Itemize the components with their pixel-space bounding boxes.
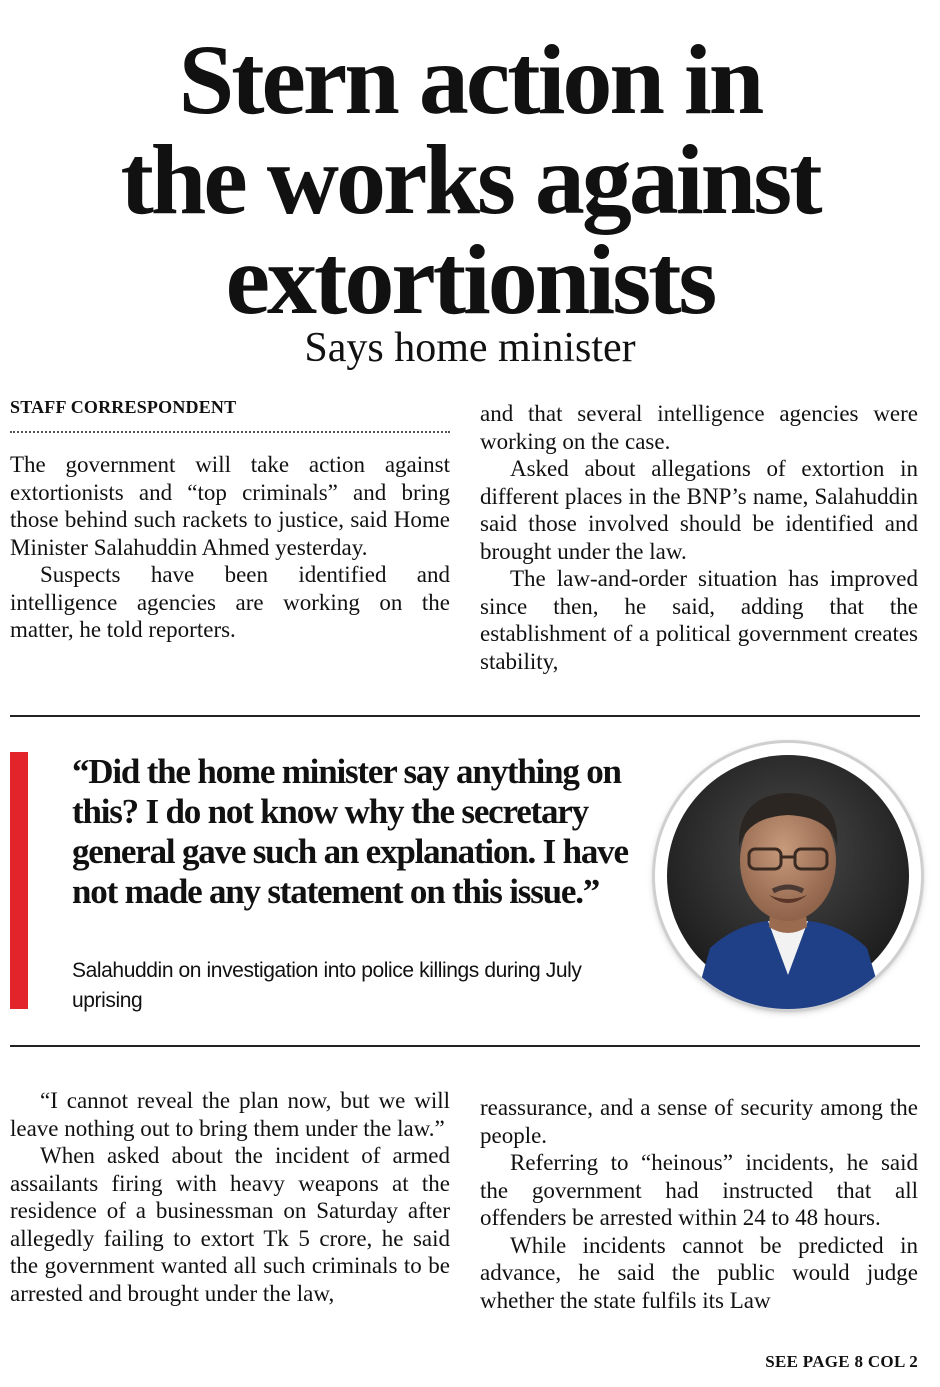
body-top-left-column — [10, 451, 450, 644]
deck-subheadline: Says home minister — [304, 325, 636, 371]
paragraph: Referring to “heinous” incidents, he said the government had instructed that all offenders be arrested within 24 to 48 hours. — [480, 1150, 918, 1230]
paragraph: and that several intelligence agencies were working on the case. — [480, 401, 918, 454]
body-bottom-left-column — [10, 1087, 450, 1307]
pull-quote-bottom-rule — [10, 1045, 920, 1047]
paragraph: “I cannot reveal the plan now, but we will leave nothing out to bring them under the law.” — [10, 1088, 450, 1141]
paragraph: reassurance, and a sense of security among the people. — [480, 1095, 918, 1148]
paragraph: The law-and-order situation has improved since then, he said, adding that the establishment of a political government creates stability, — [480, 566, 918, 674]
paragraph: When asked about the incident of armed assailants firing with heavy weapons at the residence of a businessman on Saturday after allegedly failing to extort Tk 5 crore, he said the government wanted all such criminals to be arrested and brought under the law, — [10, 1143, 450, 1306]
headline-line-1: Stern action in — [178, 24, 762, 135]
headline-line-2: the works against — [120, 124, 820, 235]
body-top-right-column — [480, 400, 918, 675]
body-bottom-right-column — [480, 1094, 918, 1314]
paragraph: Suspects have been identified and intelligence agencies are working on the matter, he told reporters. — [10, 562, 450, 642]
paragraph: The government will take action against extortionists and “top criminals” and bring those behind such rackets to justice, said Home Minister Salahuddin Ahmed yesterday. — [10, 452, 450, 560]
headline-line-3: extortionists — [225, 224, 715, 335]
portrait-illustration — [655, 743, 921, 1009]
continued-jump-line: SEE PAGE 8 COL 2 — [765, 1352, 918, 1371]
byline-dotted-divider — [10, 431, 450, 433]
pull-quote-attribution: Salahuddin on investigation into police killings during July uprising — [72, 959, 582, 1012]
pull-quote-text: “Did the home minister say anything on this? I do not know why the secretary general gave such an explanation. I have not made any statement on this issue.” — [72, 752, 628, 911]
paragraph: Asked about allegations of extortion in different places in the BNP’s name, Salahuddin said those involved should be identified and brought under the law. — [480, 456, 918, 564]
headline — [0, 24, 940, 335]
pull-quote-top-rule — [10, 715, 920, 717]
byline: STAFF CORRESPONDENT — [10, 397, 237, 417]
paragraph: While incidents cannot be predicted in advance, he said the public would judge whether the state fulfils its Law — [480, 1232, 918, 1313]
portrait-photo — [655, 743, 921, 1009]
pull-quote-accent-bar — [10, 752, 28, 1009]
